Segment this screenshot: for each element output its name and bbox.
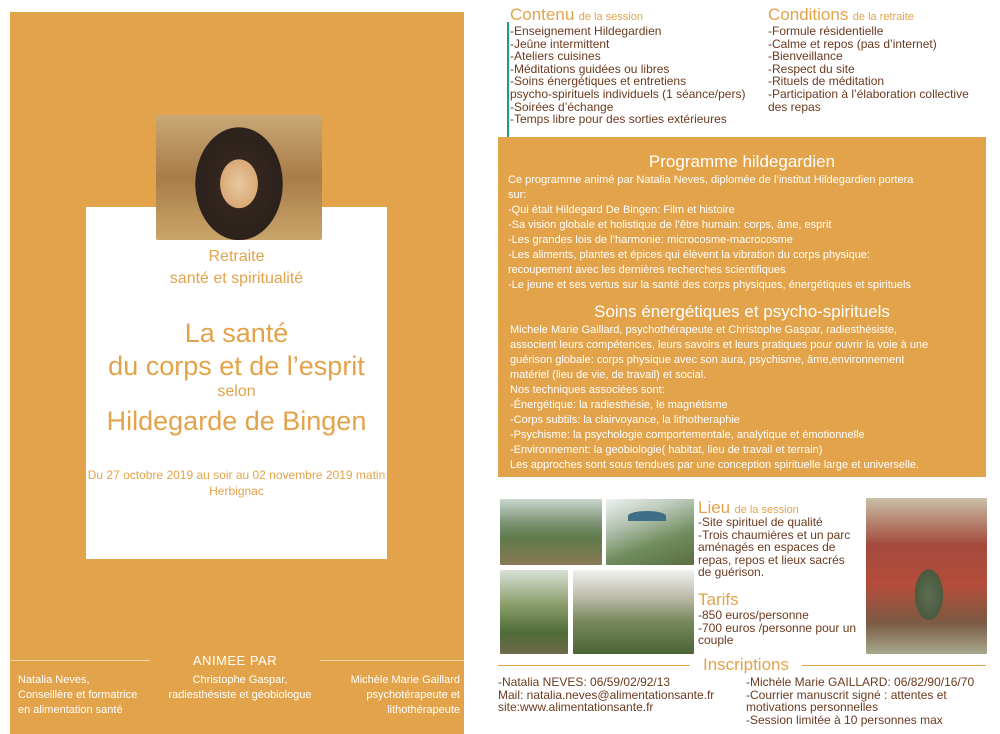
host-name: Natalia Neves,: [18, 674, 90, 686]
host-role: radiesthésiste et géobiologue: [168, 689, 312, 701]
contenu-heading: [510, 5, 643, 25]
conditions-list: [768, 25, 990, 113]
main-title-line3: selon: [217, 383, 256, 400]
tarifs-list: [698, 609, 862, 647]
text-line: recoupement avec les dernières recherches scientifiques: [508, 264, 786, 276]
session-place: Herbignac: [209, 484, 264, 498]
session-dates: Du 27 octobre 2019 au soir au 02 novembre 2019 matin: [87, 468, 386, 482]
contact-line: -Michèle Marie GAILLARD: 06/82/90/16/70: [746, 675, 975, 689]
terrace-photo: [606, 499, 694, 565]
host-michele: [345, 673, 460, 718]
host-name: Michèle Marie Gaillard: [350, 674, 460, 686]
list-item: -Jeûne intermittent: [510, 36, 610, 51]
contact-line: -Natalia NEVES: 06/59/02/92/13: [498, 675, 671, 689]
list-item: -Temps libre pour des sorties extérieures: [510, 112, 727, 127]
inscriptions-contact-right: [746, 676, 992, 726]
host-role: lithothérapeute: [387, 704, 460, 716]
contact-line: -Courrier manuscrit signé : attentes et: [746, 687, 947, 702]
text-line: -Sa vision globale et holistique de l’être humain: corps, âme, esprit: [508, 219, 832, 231]
contenu-subtitle: de la session: [578, 11, 643, 23]
retreat-label: Retraite: [208, 248, 265, 265]
list-item: -Méditations guidées ou libres: [510, 61, 670, 76]
host-christophe: [160, 673, 320, 703]
list-item: repas, repos et lieux sacrés: [698, 552, 845, 567]
list-item: -Respect du site: [768, 61, 855, 76]
text-line: -Énergétique: la radiesthésie, le magnétisme: [510, 399, 728, 411]
inscriptions-divider-right: [802, 665, 986, 666]
list-item: de guérison.: [698, 565, 765, 580]
host-role: psychotérapeute et: [366, 689, 460, 701]
text-line: -Les aliments, plantes et épices qui élèvent la vibration du corps physique:: [508, 249, 870, 261]
contact-line: -Session limitée à 10 personnes max: [746, 712, 943, 727]
contact-website[interactable]: site:www.alimentationsante.fr: [498, 700, 654, 715]
text-line: Les approches sont sous tendues par une conception spirituelle large et universelle.: [510, 459, 920, 471]
programme-body: [508, 173, 980, 293]
inscriptions-divider-left: [498, 665, 690, 666]
text-line: -Environnement: la geobiologie( habitat, lieu de travail et terrain): [510, 444, 823, 456]
text-line: -Les grandes lois de l’harmonie: microcosme-macrocosme: [508, 234, 793, 246]
inscriptions-contact-left: [498, 676, 738, 714]
list-item: -Site spirituel de qualité: [698, 515, 823, 529]
conditions-title: Conditions: [768, 5, 849, 24]
lieu-title: Lieu: [698, 498, 731, 517]
list-item: -Bienveillance: [768, 49, 843, 64]
text-line: -Corps subtils: la clairvoyance, la lithotheraphie: [510, 414, 740, 426]
text-line: Michele Marie Gaillard, psychothérapeute et Christophe Gaspar, radiesthésiste,: [510, 324, 898, 336]
statue-photo: [866, 498, 987, 654]
list-item: -Participation à l’élaboration collective: [768, 86, 969, 101]
cottage-photo: [573, 570, 694, 654]
list-item: -Ateliers cuisines: [510, 49, 601, 64]
list-item: -700 euros /personne pour un: [698, 620, 857, 635]
text-line: matériel (lieu de vie, de travail) et social.: [510, 369, 707, 381]
contact-line: motivations personnelles: [746, 700, 879, 715]
text-line: -Le jeune et ses vertus sur la santé des corps physiques, énergétiques et spirituels: [508, 279, 911, 291]
main-title-line2: du corps et de l’esprit: [108, 351, 365, 381]
text-line: sur:: [508, 189, 527, 201]
conditions-heading: [768, 5, 914, 25]
text-line: Ce programme animé par Natalia Neves, diplomée de l’institut Hildegardien portera: [508, 174, 914, 186]
soins-title: Soins énergétiques et psycho-spirituels: [594, 302, 890, 321]
animee-par-label: ANIMEE PAR: [150, 653, 320, 668]
main-title-line1: La santé: [184, 318, 289, 348]
list-item: psycho-spirituels individuels (1 séance/pers): [510, 86, 746, 101]
text-line: associent leurs compétences, leurs savoirs et leurs pratiques pour ouvrir la voie à une: [510, 339, 929, 351]
host-role: en alimentation santé: [18, 704, 123, 716]
list-item: -850 euros/personne: [698, 608, 809, 622]
retreat-subtitle: santé et spiritualité: [169, 270, 304, 287]
list-item: -Soirées d’échange: [510, 99, 614, 114]
lieu-subtitle: de la session: [734, 504, 799, 516]
text-line: guérison globale: corps physique avec son aura, psychisme, âme,environnement: [510, 354, 905, 366]
list-item: -Trois chaumières et un parc: [698, 527, 851, 542]
host-natalia: [18, 673, 138, 718]
list-item: couple: [698, 633, 734, 648]
soins-body: [510, 323, 982, 473]
host-name: Christophe Gaspar,: [192, 674, 288, 686]
list-item: des repas: [768, 99, 821, 114]
path-photo: [500, 570, 568, 654]
contenu-list: [510, 25, 760, 126]
programme-title: Programme hildegardien: [648, 152, 836, 171]
list-item: -Rituels de méditation: [768, 74, 885, 89]
list-item: aménagés en espaces de: [698, 540, 836, 555]
garden-photo: [500, 499, 602, 565]
contenu-title: Contenu: [510, 5, 575, 24]
text-line: -Psychisme: la psychologie comportementale, analytique et émotionnelle: [510, 429, 865, 441]
lieu-list: [698, 516, 862, 579]
portrait-image: [156, 115, 322, 240]
text-line: -Qui était Hildegard De Bingen: Film et histoire: [508, 204, 735, 216]
list-item: -Calme et repos (pas d’internet): [768, 36, 937, 51]
inscriptions-title: Inscriptions: [703, 655, 789, 674]
conditions-subtitle: de la retraite: [852, 11, 914, 23]
text-line: Nos techniques associées sont:: [510, 384, 665, 396]
list-item: -Enseignement Hildegardien: [510, 24, 662, 38]
list-item: -Soins énergétiques et entretiens: [510, 74, 687, 89]
contact-email[interactable]: Mail: natalia.neves@alimentationsante.fr: [498, 687, 715, 702]
list-item: -Formule résidentielle: [768, 24, 884, 38]
tarifs-title: Tarifs: [698, 590, 739, 609]
main-title-line4: Hildegarde de Bingen: [106, 406, 367, 436]
host-role: Conseillère et formatrice: [18, 689, 138, 701]
